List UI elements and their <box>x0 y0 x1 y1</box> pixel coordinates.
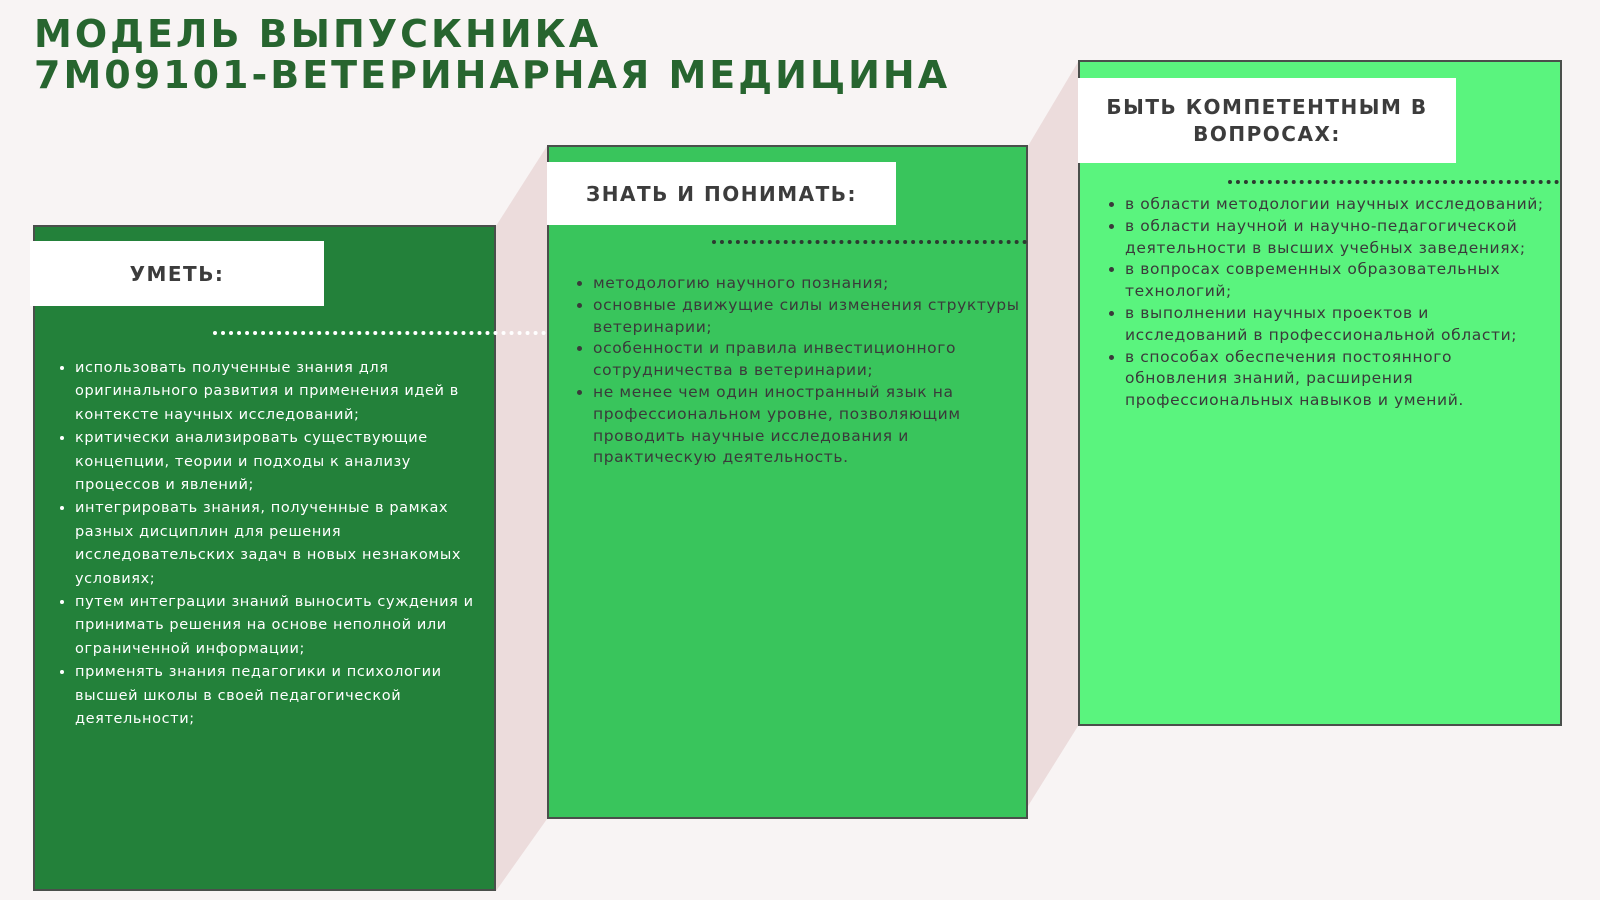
list-item: • в способах обеспечения постоянного обновления знаний, расширения профессиональных навыков и умений. <box>1125 347 1553 412</box>
card-umet-list <box>57 357 495 732</box>
list-item: • критически анализировать существующие концепции, теории и подходы к анализу процессов и явлений; <box>75 427 495 497</box>
card-znat <box>547 145 1028 819</box>
dotted-divider-2 <box>712 240 1027 244</box>
card-kompetent-heading: БЫТЬ КОМПЕТЕНТНЫМ В ВОПРОСАХ: <box>1078 78 1456 163</box>
list-item: • не менее чем один иностранный язык на профессиональном уровне, позволяющим проводить научные исследования и практическую деятельность. <box>593 382 1033 469</box>
card-znat-heading: ЗНАТЬ И ПОНИМАТЬ: <box>547 162 896 225</box>
list-item: • в области научной и научно-педагогической деятельности в высших учебных заведениях; <box>1125 216 1553 260</box>
list-item: • методологию научного познания; <box>593 273 1033 295</box>
connector-2 <box>1028 62 1078 806</box>
list-item: • основные движущие силы изменения структуры ветеринарии; <box>593 295 1033 339</box>
list-item: • в выполнении научных проектов и исследований в профессиональной области; <box>1125 303 1553 347</box>
card-znat-list <box>575 273 1033 469</box>
page-title-line-1: МОДЕЛЬ ВЫПУСКНИКА <box>34 12 602 56</box>
list-item: • применять знания педагогики и психологии высшей школы в своей педагогической деятельности; <box>75 661 495 731</box>
list-item: • интегрировать знания, полученные в рамках разных дисциплин для решения исследовательских задач в новых незнакомых условиях; <box>75 497 495 591</box>
list-item: • особенности и правила инвестиционного сотрудничества в ветеринарии; <box>593 338 1033 382</box>
connector-1 <box>496 146 547 891</box>
card-kompetent-list <box>1107 194 1553 412</box>
dotted-divider-1 <box>213 331 546 335</box>
list-item: • использовать полученные знания для оригинального развития и применения идей в контексте научных исследований; <box>75 357 495 427</box>
list-item: • путем интеграции знаний выносить суждения и принимать решения на основе неполной или ограниченной информации; <box>75 591 495 661</box>
card-umet-heading: УМЕТЬ: <box>30 241 324 306</box>
dotted-divider-3 <box>1228 180 1559 184</box>
list-item: • в вопросах современных образовательных технологий; <box>1125 259 1553 303</box>
list-item: • в области методологии научных исследований; <box>1125 194 1553 216</box>
page-title-line-2: 7М09101-ВЕТЕРИНАРНАЯ МЕДИЦИНА <box>34 53 951 97</box>
